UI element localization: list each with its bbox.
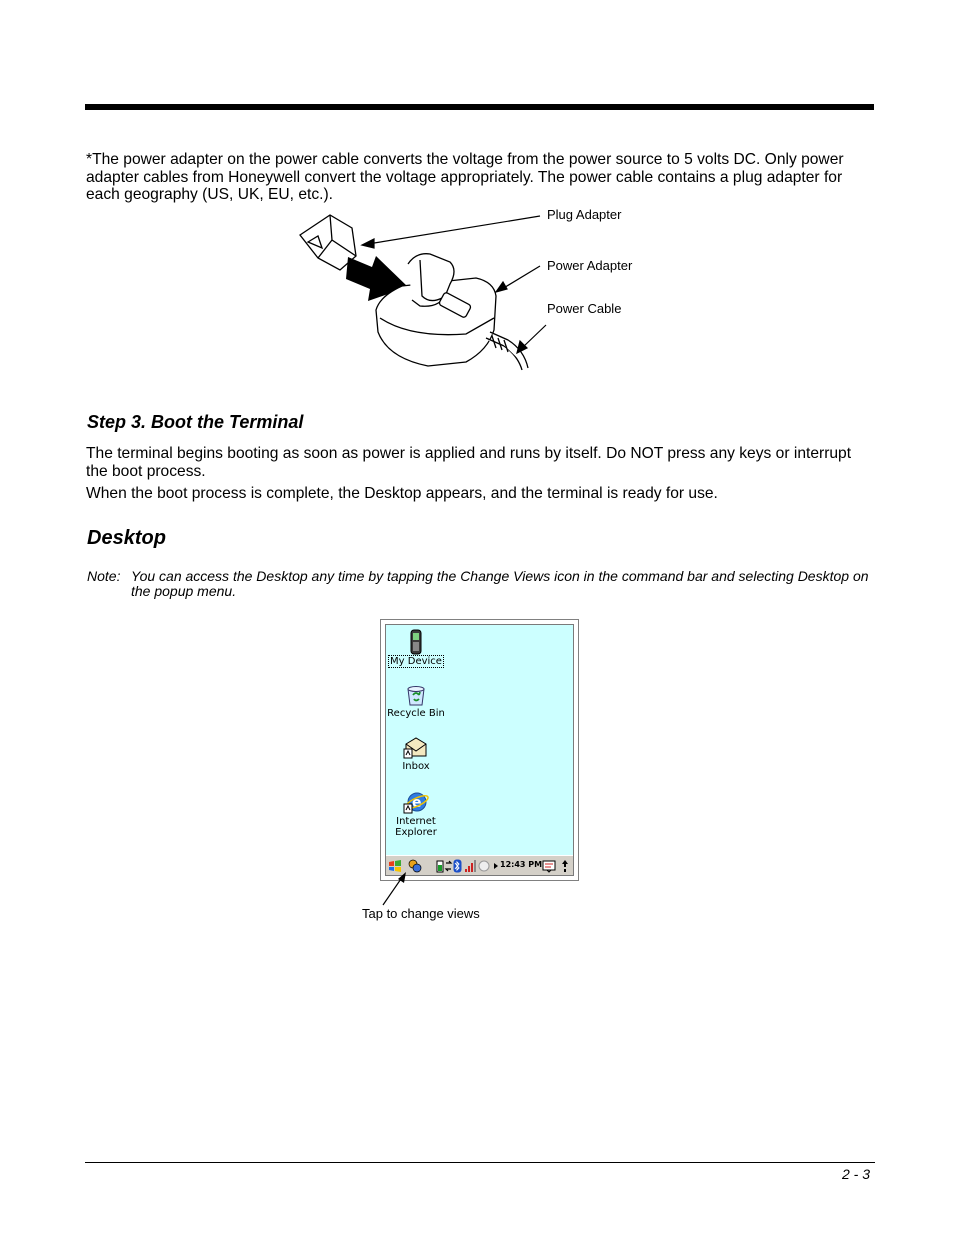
shift-arrow-icon[interactable] xyxy=(561,859,569,873)
expand-arrow-icon[interactable] xyxy=(493,859,499,873)
callout-power-cable: Power Cable xyxy=(547,301,622,316)
tap-callout-arrow xyxy=(380,870,410,908)
page-number: 2 - 3 xyxy=(841,1166,870,1182)
intro-paragraph: *The power adapter on the power cable converts the voltage from the power source to 5 volts DC. Only power adapter cables from Honeywell convert the voltage appropriately. The power cable contains a plug adapter for each geography (US, UK, EU, etc.). xyxy=(86,151,844,203)
power-adapter-figure xyxy=(290,200,640,375)
desktop-icon-inbox[interactable] xyxy=(385,736,451,772)
desktop-icon-label-line2: Explorer xyxy=(395,827,437,838)
tap-to-change-views-label: Tap to change views xyxy=(362,906,480,921)
change-views-icon[interactable] xyxy=(408,859,422,873)
sync-icon[interactable] xyxy=(444,859,453,873)
input-panel-icon[interactable] xyxy=(542,859,556,873)
signal-strength-icon[interactable] xyxy=(464,859,476,873)
power-status-icon[interactable] xyxy=(478,859,490,873)
desktop-icon-label: Inbox xyxy=(402,761,430,772)
device-screenshot xyxy=(380,619,579,881)
callout-plug-adapter: Plug Adapter xyxy=(547,207,622,222)
desktop-icon-internet-explorer[interactable] xyxy=(385,789,451,838)
taskbar-clock[interactable]: 12:43 PM xyxy=(500,860,543,869)
note-text: You can access the Desktop any time by tapping the Change Views icon in the command bar and selecting Desktop on the popup menu. xyxy=(131,568,869,599)
taskbar xyxy=(386,855,573,875)
step3-paragraph-2: When the boot process is complete, the Desktop appears, and the terminal is ready for use. xyxy=(86,485,718,502)
recycle-bin-icon xyxy=(404,683,428,707)
internet-explorer-icon xyxy=(403,789,429,815)
footer-rule xyxy=(85,1162,875,1163)
inbox-icon xyxy=(403,736,429,760)
step3-paragraph-1: The terminal begins booting as soon as power is applied and runs by itself. Do NOT press any keys or interrupt the boot process. xyxy=(86,445,852,480)
handheld-device-icon xyxy=(408,629,424,655)
desktop-heading: Desktop xyxy=(87,527,166,549)
bluetooth-icon[interactable] xyxy=(453,859,462,873)
header-rule xyxy=(85,104,874,110)
desktop-icon-label-line1: Internet xyxy=(396,816,436,827)
power-adapter-drawing xyxy=(376,254,528,370)
note-label: Note: xyxy=(87,568,121,584)
svg-text:e: e xyxy=(412,795,422,811)
desktop-icon-my-device[interactable] xyxy=(385,629,451,667)
desktop-icon-label: Recycle Bin xyxy=(387,708,445,719)
desktop-screen xyxy=(385,624,574,876)
desktop-icon-label: My Device xyxy=(390,656,442,667)
step3-heading: Step 3. Boot the Terminal xyxy=(87,412,304,432)
desktop-icon-recycle-bin[interactable] xyxy=(385,683,451,719)
battery-icon[interactable] xyxy=(436,859,444,873)
callout-power-adapter: Power Adapter xyxy=(547,258,633,273)
